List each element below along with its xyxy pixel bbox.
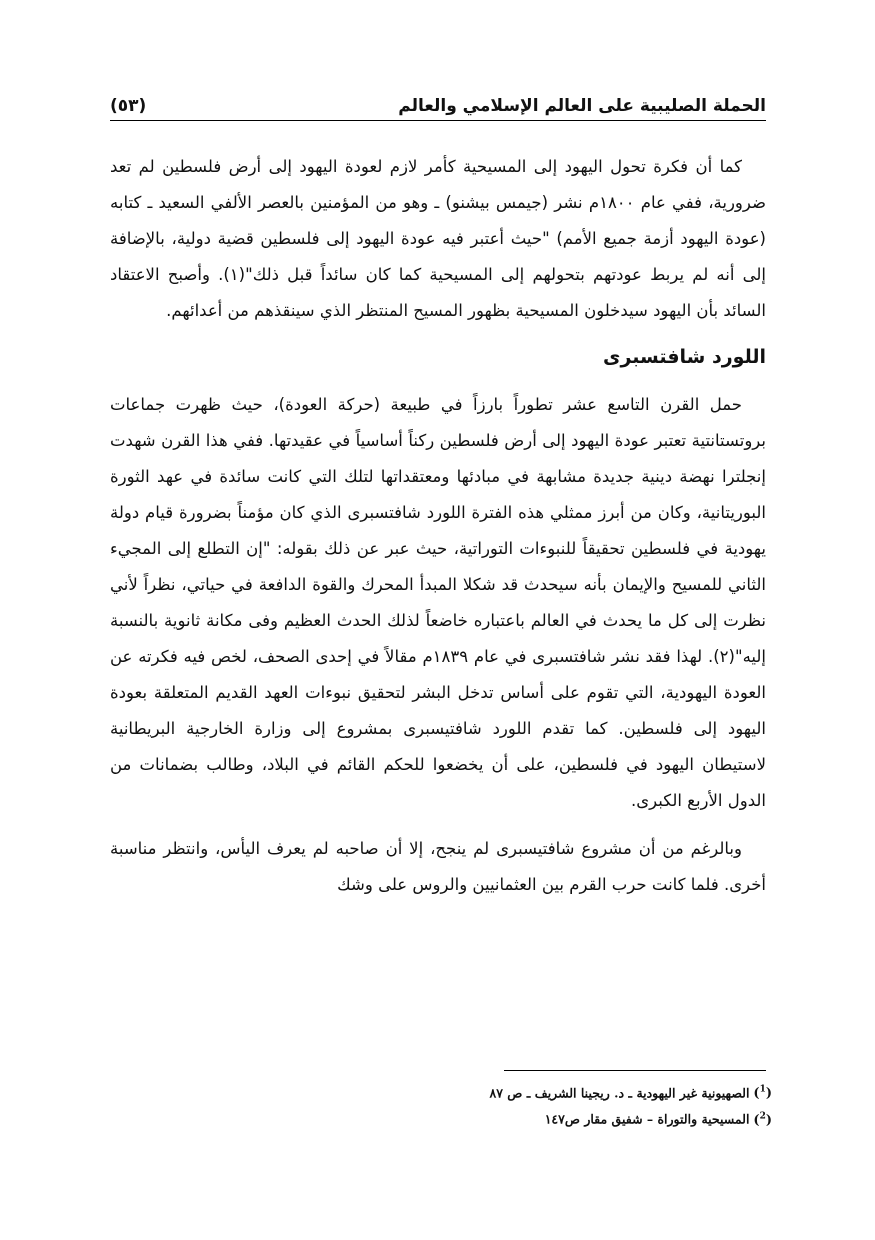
paragraph: كما أن فكرة تحول اليهود إلى المسيحية كأمر لازم لعودة اليهود إلى أرض فلسطين لم تعد ضرورية، ففي عام ١٨٠٠م نشر (جيمس بيشنو) ـ وهو من المؤمنين بالعصر الألفي السعيد ـ كتابه (عودة اليهود أزمة جميع الأمم) "حيث أعتبر فيه عودة اليهود إلى فلسطين قضية دولية، بالإضافة إلى أنه لم يربط عودتهم بتحولهم إلى المسيحية كما كان سائداً قبل ذلك"(١). وأصبح الاعتقاد السائد بأن اليهود سيدخلون المسيحية بظهور المسيح المنتظر الذي سينقذهم من أعدائهم.	[110, 157, 767, 320]
section-heading: اللورد شافتسبرى	[603, 346, 766, 368]
footnote-divider	[504, 1070, 766, 1071]
page-body	[110, 149, 766, 903]
footnote	[504, 1105, 772, 1131]
running-header	[110, 86, 766, 121]
running-title: الحملة الصليبية على العالم الإسلامي والعالم	[398, 96, 766, 116]
footnote	[489, 1079, 772, 1105]
footnotes	[489, 1070, 772, 1132]
book-page	[110, 86, 772, 1128]
footnote-text: الصهيونية غير اليهودية ـ د. ريجينا الشريف ـ ص ٨٧	[489, 1085, 750, 1101]
footnote-mark: ($^2$)	[753, 1111, 772, 1128]
paragraph: حمل القرن التاسع عشر تطوراً بارزاً في طبيعة (حركة العودة)، حيث ظهرت جماعات بروتستانتية تعتبر عودة اليهود إلى أرض فلسطين ركناً أساسياً في عقيدتها. ففي هذا القرن شهدت إنجلترا نهضة دينية جديدة مشابهة في مبادئها ومعتقداتها لتلك التي كانت سائدة في عهد الثورة البوريتانية، وكان من أبرز ممثلي هذه الفترة اللورد شافتسبرى الذي كان مؤمناً بضرورة قيام دولة يهودية في فلسطين تحقيقاً للنبوءات التوراتية، حيث عبر عن ذلك بقوله: "إن التطلع إلى المجيء الثاني للمسيح والإيمان بأنه سيحدث قد شكلا المبدأ المحرك والقوة الدافعة في حياتي، نظراً لأني نظرت إلى كل ما يحدث في العالم باعتباره خاضعاً لذلك الحدث العظيم وفى مكانة ثانوية بالنسبة إليه"(٢). لهذا فقد نشر شافتسبرى في عام ١٨٣٩م مقالاً في إحدى الصحف، لخص فيه فكرته عن العودة اليهودية، التي تقوم على أساس تدخل البشر لتحقيق نبوءات العهد القديم المتعلقة بعودة اليهود إلى فلسطين. كما تقدم اللورد شافتيسبرى بمشروع إلى وزارة الخارجية البريطانية لاستيطان اليهود في فلسطين، على أن يخضعوا للحكم القائم في البلاد، وطالب بضمانات من الدول الأربع الكبرى.	[110, 395, 767, 810]
paragraph: وبالرغم من أن مشروع شافتيسبرى لم ينجح، إلا أن صاحبه لم يعرف اليأس، وانتظر مناسبة أخرى. فلما كانت حرب القرم بين العثمانيين والروس على وشك	[110, 839, 766, 894]
page-number: (٥٣)	[110, 96, 147, 116]
footnote-text: المسيحية والتوراة – شفيق مقار ص١٤٧	[544, 1111, 750, 1127]
footnote-mark: ($^1$)	[753, 1085, 772, 1102]
